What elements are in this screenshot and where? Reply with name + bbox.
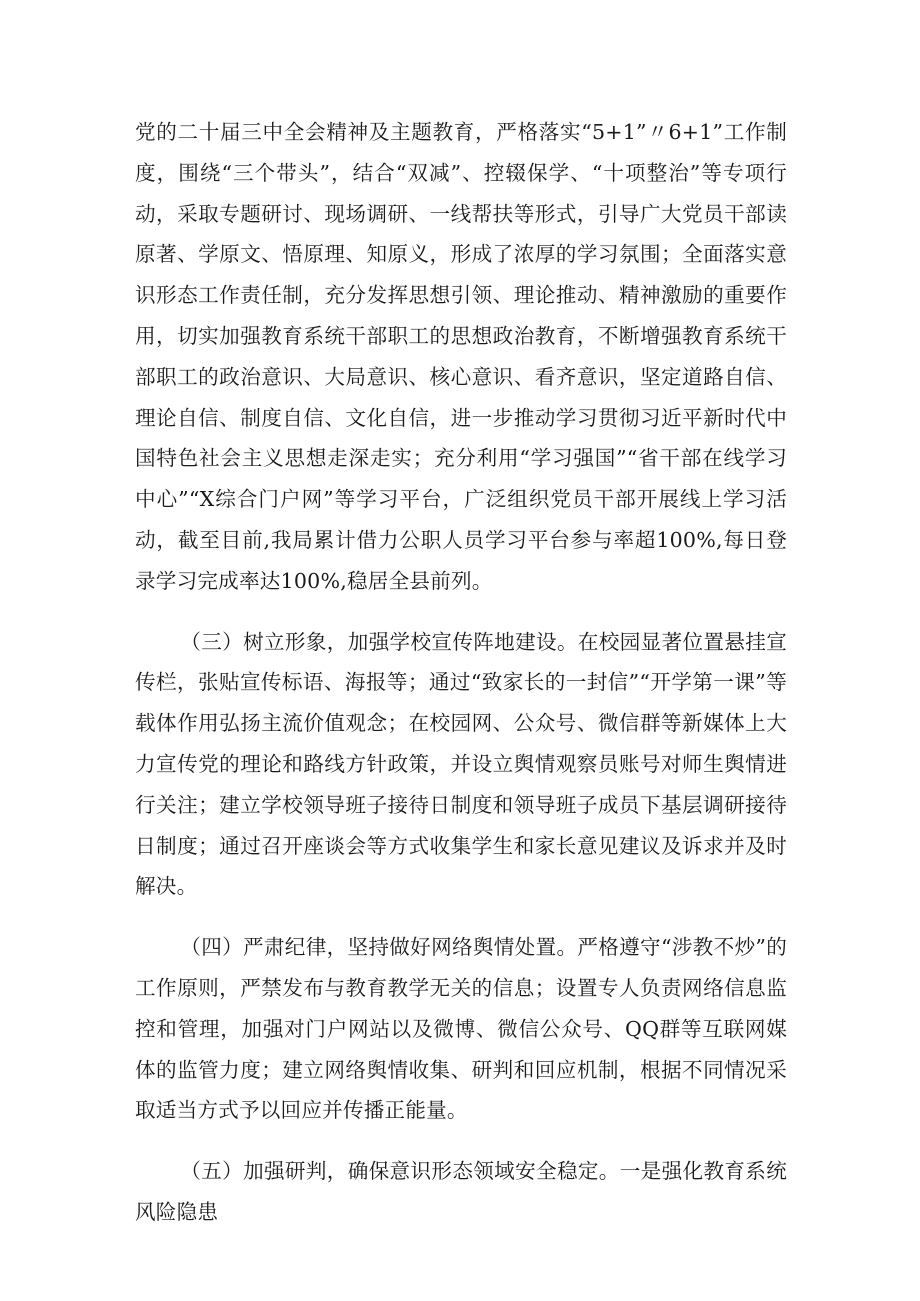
- paragraph-study-activities: 党的二十届三中全会精神及主题教育，严格落实“5+1”〃6+1”工作制度，围绕“三个带头”，结合“双减”、控辍保学、“十项整治”等专项行动，采取专题研讨、现场调研、一线帮扶等形式，引导广大党员干部读原著、学原文、悟原理、知原义，形成了浓厚的学习氛围；全面落实意识形态工作责任制，充分发挥思想引领、理论推动、精神激励的重要作用，切实加强教育系统干部职工的思想政治教育，不断增强教育系统干部职工的政治意识、大局意识、核心意识、看齐意识，坚定道路自信、理论自信、制度自信、文化自信，进一步推动学习贯彻习近平新时代中国特色社会主义思想走深走实；充分利用“学习强国”“省干部在线学习中心”“X综合门户网”等学习平台，广泛组织党员干部开展线上学习活动，截至目前,我局累计借力公职人员学习平台参与率超100%,每日登录学习完成率达100%,稳居全县前列。: [135, 120, 787, 593]
- paragraph-section-four: （四）严肃纪律，坚持做好网络舆情处置。严格遵守“涉教不炒”的工作原则，严禁发布与教育教学无关的信息；设置专人负责网络信息监控和管理，加强对门户网站以及微博、微信公众号、QQ群等互联网媒体的监管力度；建立网络舆情收集、研判和回应机制，根据不同情况采取适当方式予以回应并传播正能量。: [135, 935, 787, 1123]
- document-body: [135, 112, 787, 1233]
- paragraph-section-three: （三）树立形象，加强学校宣传阵地建设。在校园显著位置悬挂宣传栏，张贴宣传标语、海报等；通过“致家长的一封信”“开学第一课”等载体作用弘扬主流价值观念；在校园网、公众号、微信群等新媒体上大力宣传党的理论和路线方针政策，并设立舆情观察员账号对师生舆情进行关注；建立学校领导班子接待日制度和领导班子成员下基层调研接待日制度；通过召开座谈会等方式收集学生和家长意见建议及诉求并及时解决。: [135, 629, 787, 899]
- paragraph-section-five: （五）加强研判，确保意识形态领域安全稳定。一是强化教育系统风险隐患: [135, 1159, 787, 1224]
